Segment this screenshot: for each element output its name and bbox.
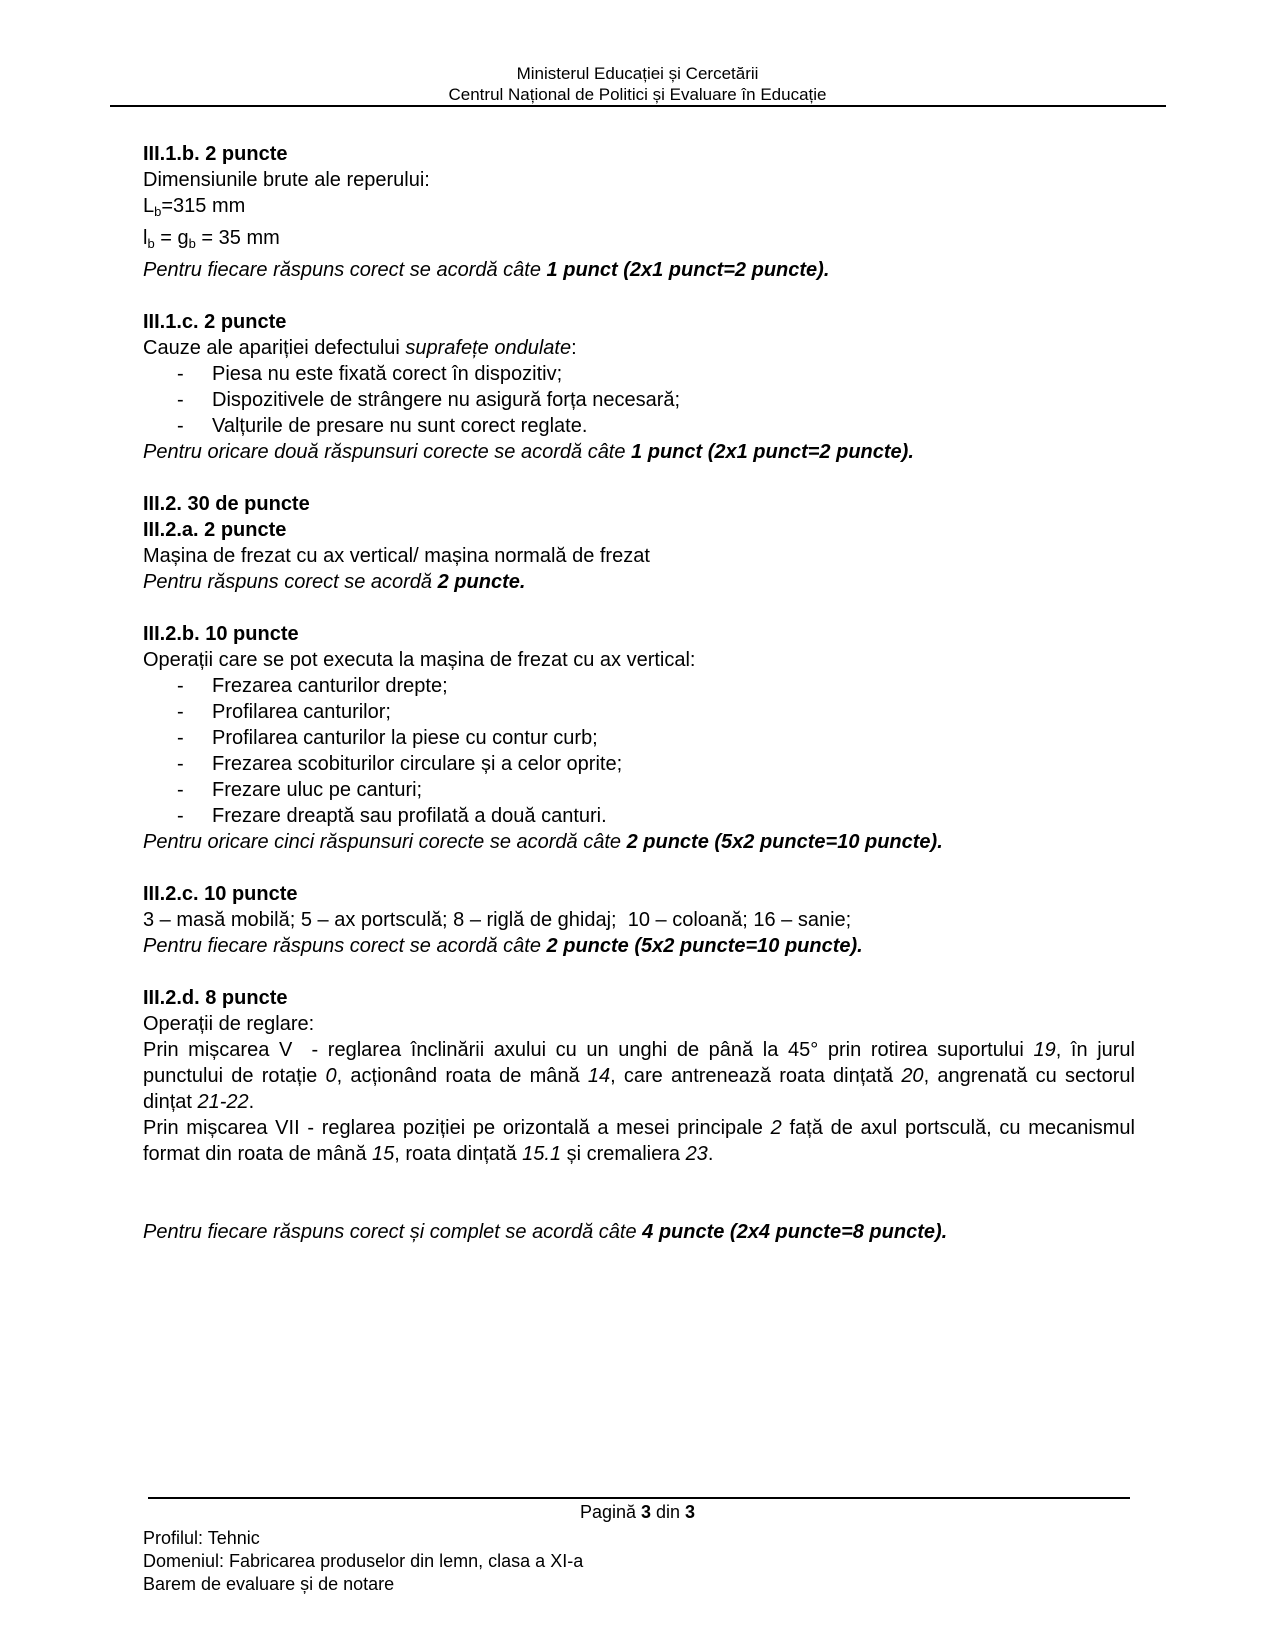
text-segment: 20 xyxy=(901,1065,924,1087)
page-number xyxy=(0,1501,1275,1523)
text-segment: Frezare uluc pe canturi; xyxy=(212,779,423,801)
paragraph xyxy=(143,1037,1141,1115)
text-segment: Frezarea scobiturilor circulare și a celor oprite; xyxy=(212,753,623,775)
section xyxy=(143,985,1141,1245)
text-segment: Dispozitivele de strângere nu asigură forța necesară; xyxy=(212,389,681,411)
text-segment: 14 xyxy=(587,1065,611,1087)
paragraph xyxy=(143,543,1135,569)
scoring-note xyxy=(143,439,1135,465)
text-segment: Operații de reglare: xyxy=(143,1013,315,1035)
text-segment: Pentru oricare două răspunsuri corecte se acordă câte xyxy=(143,441,632,463)
paragraph xyxy=(143,647,1135,673)
scoring-note xyxy=(143,933,1135,959)
text-segment: 15.1 xyxy=(522,1143,562,1165)
text-segment: , acționând roata de mână xyxy=(336,1065,588,1087)
text-segment: Dimensiunile brute ale reperului: xyxy=(143,169,430,191)
section xyxy=(143,141,1135,283)
list-dash: - xyxy=(177,779,184,801)
list-dash: - xyxy=(177,701,184,723)
text-segment: Pentru oricare cinci răspunsuri corecte se acordă câte xyxy=(143,831,627,853)
document-body xyxy=(143,141,1141,1271)
text-segment: față de axul portsculă, cu mecanismul format din roata de mână xyxy=(143,1117,1141,1165)
list-item xyxy=(143,699,1135,725)
paragraph xyxy=(143,907,1135,933)
text-segment: , care antrenează roata dințată xyxy=(610,1065,902,1087)
section-heading: III.1.c. 2 puncte xyxy=(143,311,287,333)
text-segment: L xyxy=(143,195,155,217)
header-line-ministry: Ministerul Educației și Cercetării xyxy=(516,64,759,83)
text-segment: 2 xyxy=(770,1117,782,1139)
text-segment: Prin mișcarea VII - reglarea poziției pe orizontală a mesei principale xyxy=(143,1117,771,1139)
text-segment: 2 puncte (5x2 puncte=10 puncte). xyxy=(626,831,943,853)
section xyxy=(143,491,1135,595)
text-segment: , roata dințată xyxy=(394,1143,523,1165)
scoring-note xyxy=(143,1219,1135,1245)
section-heading: III.2.b. 10 puncte xyxy=(143,623,299,645)
text-segment: . xyxy=(248,1091,255,1113)
footer-divider xyxy=(148,1497,1130,1499)
footer-block xyxy=(143,1527,1043,1596)
list-item xyxy=(143,725,1135,751)
text-segment: Pentru fiecare răspuns corect și complet se acordă câte xyxy=(143,1221,643,1243)
list-item xyxy=(143,777,1135,803)
text-segment: Valțurile de presare nu sunt corect reglate. xyxy=(212,415,588,437)
text-segment: 21-22 xyxy=(197,1091,249,1113)
section xyxy=(143,621,1135,855)
text-segment: b xyxy=(147,236,155,251)
scoring-note xyxy=(143,829,1135,855)
text-segment: = g xyxy=(154,227,189,249)
footer-line-barem: Barem de evaluare și de notare xyxy=(143,1574,395,1594)
scoring-note xyxy=(143,569,1135,595)
text-segment: = 35 mm xyxy=(195,227,280,249)
footer-line-domeniu: Domeniul: Fabricarea produselor din lemn, clasa a XI-a xyxy=(143,1551,584,1571)
text-segment: Cauze ale apariției defectului xyxy=(143,337,406,359)
text-segment: 3 – masă mobilă; 5 – ax portsculă; 8 – riglă de ghidaj; 10 – coloană; 16 – sanie; xyxy=(143,909,852,931)
text-segment: 0 xyxy=(325,1065,337,1087)
text-segment: Mașina de frezat cu ax vertical/ mașina normală de frezat xyxy=(143,545,650,567)
text-segment: 1 punct (2x1 punct=2 puncte). xyxy=(546,259,830,281)
paragraph xyxy=(143,193,1135,225)
section-heading: III.2.c. 10 puncte xyxy=(143,883,298,905)
text-segment: b xyxy=(154,204,162,219)
paragraph xyxy=(143,167,1135,193)
paragraph xyxy=(143,335,1135,361)
text-segment: Profilarea canturilor; xyxy=(212,701,391,723)
text-segment: , angrenată cu sectorul dințat xyxy=(143,1065,1141,1113)
text-segment: Pentru răspuns corect se acordă xyxy=(143,571,438,593)
text-segment: : xyxy=(571,337,577,359)
list-dash: - xyxy=(177,805,184,827)
section-heading: III.2.a. 2 puncte xyxy=(143,519,287,541)
text-segment: 1 punct (2x1 punct=2 puncte). xyxy=(631,441,914,463)
text-segment: , în jurul punctului de rotație xyxy=(143,1039,1141,1087)
text-segment: Prin mișcarea V - reglarea înclinării axului cu un unghi de până la 45° prin rotirea suportului xyxy=(143,1039,1034,1061)
text-segment: 3 xyxy=(685,1502,696,1522)
section-heading: III.2. 30 de puncte xyxy=(143,493,310,515)
text-segment: b xyxy=(188,236,196,251)
text-segment: 2 puncte (5x2 puncte=10 puncte). xyxy=(546,935,863,957)
list-dash: - xyxy=(177,727,184,749)
text-segment: 2 puncte. xyxy=(437,571,526,593)
section-heading: III.1.b. 2 puncte xyxy=(143,143,288,165)
section xyxy=(143,309,1135,465)
text-segment: Profilarea canturilor la piese cu contur curb; xyxy=(212,727,598,749)
text-segment: 23 xyxy=(685,1143,708,1165)
text-segment: Frezarea canturilor drepte; xyxy=(212,675,448,697)
scoring-note xyxy=(143,257,1135,283)
list-item xyxy=(143,387,1135,413)
text-segment: 3 xyxy=(641,1502,652,1522)
text-segment: Pentru fiecare răspuns corect se acordă câte xyxy=(143,935,547,957)
page-header xyxy=(0,63,1275,105)
list-item xyxy=(143,673,1135,699)
list-item xyxy=(143,361,1135,387)
section xyxy=(143,881,1135,959)
list-item xyxy=(143,413,1135,439)
text-segment: 15 xyxy=(372,1143,395,1165)
paragraph xyxy=(143,1115,1141,1167)
text-segment: =315 mm xyxy=(161,195,246,217)
text-segment: Operații care se pot executa la mașina de frezat cu ax vertical: xyxy=(143,649,696,671)
text-segment: din xyxy=(651,1502,686,1522)
section-heading: III.2.d. 8 puncte xyxy=(143,987,288,1009)
text-segment: și cremaliera xyxy=(561,1143,686,1165)
list-dash: - xyxy=(177,415,184,437)
header-line-center: Centrul Național de Politici și Evaluare în Educație xyxy=(448,85,827,104)
footer-line-profil: Profilul: Tehnic xyxy=(143,1528,260,1548)
text-segment: l xyxy=(143,227,148,249)
text-segment: Pagină xyxy=(579,1502,641,1522)
text-segment: 19 xyxy=(1033,1039,1056,1061)
header-divider xyxy=(110,105,1166,107)
list-item xyxy=(143,803,1135,829)
text-segment: suprafețe ondulate xyxy=(405,337,572,359)
list-dash: - xyxy=(177,363,184,385)
text-segment: Pentru fiecare răspuns corect se acordă câte xyxy=(143,259,547,281)
paragraph xyxy=(143,225,1135,257)
text-segment: 4 puncte (2x4 puncte=8 puncte). xyxy=(642,1221,948,1243)
list-dash: - xyxy=(177,389,184,411)
list-dash: - xyxy=(177,753,184,775)
text-segment: Piesa nu este fixată corect în dispozitiv; xyxy=(212,363,563,385)
spacer xyxy=(143,1167,1135,1193)
spacer xyxy=(143,1193,1135,1219)
text-segment: Frezare dreaptă sau profilată a două canturi. xyxy=(212,805,607,827)
paragraph xyxy=(143,1011,1135,1037)
list-dash: - xyxy=(177,675,184,697)
text-segment: . xyxy=(707,1143,714,1165)
list-item xyxy=(143,751,1135,777)
